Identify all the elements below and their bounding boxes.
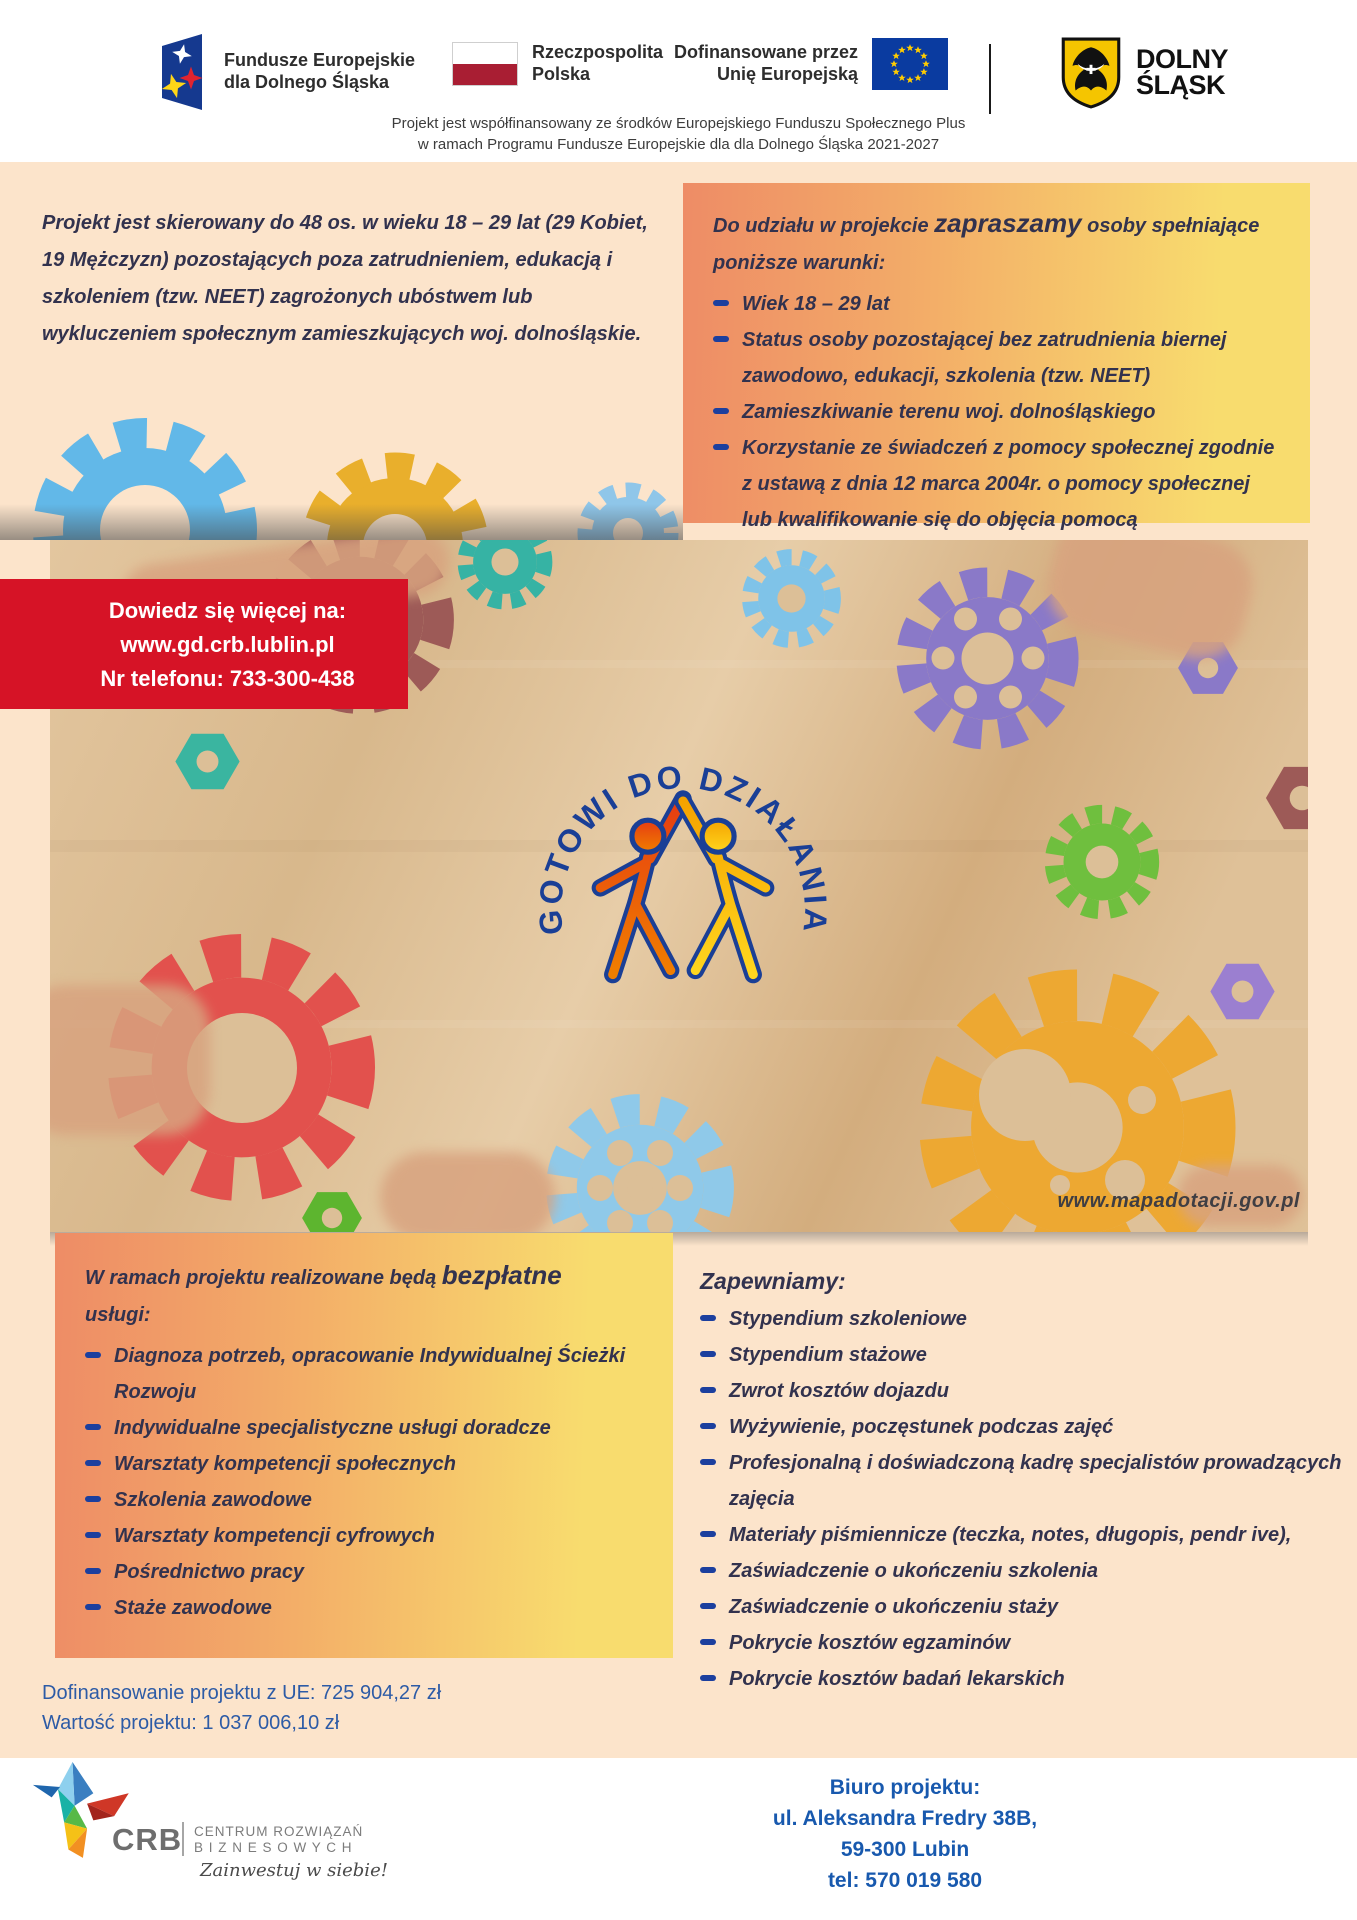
list-item: Wyżywienie, poczęstunek podczas zajęć <box>700 1409 1345 1445</box>
header-divider <box>989 44 991 114</box>
bullet-dash-icon <box>85 1568 101 1574</box>
list-item: Korzystanie ze świadczeń z pomocy społecznej zgodnie z ustawą z dnia 12 marca 2004r. o pomocy społecznej lub kwalifikowanie się do objęcia pomocą <box>713 430 1280 538</box>
benefits-section <box>700 1268 1345 1697</box>
dolny-slask-crest-icon <box>1060 36 1122 110</box>
bullet-dash-icon <box>713 336 729 342</box>
eu-line2: Unię Europejską <box>716 64 858 84</box>
header-logos-bar <box>0 0 1357 162</box>
eu-flag-icon <box>872 38 948 90</box>
list-item: Materiały piśmiennicze (teczka, notes, długopis, pendr ive), <box>700 1517 1345 1553</box>
funding-note <box>0 113 1357 155</box>
list-item: Pośrednictwo pracy <box>85 1554 643 1590</box>
dolny-slask-line1: DOLNY <box>1136 44 1228 75</box>
poland-logo-block <box>452 42 663 86</box>
list-item: Status osoby pozostającej bez zatrudnienia biernej zawodowo, edukacji, szkolenia (tzw. NEET) <box>713 322 1280 394</box>
gear-illustration-band <box>0 378 683 540</box>
eu-logo-block <box>668 38 948 90</box>
financing-line2: Wartość projektu: 1 037 006,10 zł <box>42 1712 340 1734</box>
bullet-dash-icon <box>85 1496 101 1502</box>
fe-logo-line2: dla Dolnego Śląska <box>224 72 390 92</box>
gear-icon <box>750 557 833 640</box>
crb-line2: B I Z N E S O W Y C H <box>194 1840 353 1855</box>
contact-info-box <box>0 579 408 709</box>
conditions-heading-post: osoby spełniające poniższe warunki: <box>713 215 1260 274</box>
list-item: Indywidualne specjalistyczne usługi doradcze <box>85 1410 643 1446</box>
office-address-line2: 59-300 Lubin <box>840 1838 970 1861</box>
bullet-dash-icon <box>700 1423 716 1429</box>
gotowi-do-dzialania-logo <box>528 702 838 1022</box>
bullet-dash-icon <box>700 1639 716 1645</box>
funding-note-line2: w ramach Programu Fundusze Europejskie dla dla Dolnego Śląska 2021-2027 <box>417 136 940 153</box>
bullet-dash-icon <box>700 1531 716 1537</box>
fe-logo-line1: Fundusze Europejskie <box>224 50 416 71</box>
bullet-dash-icon <box>700 1387 716 1393</box>
bullet-dash-icon <box>85 1352 101 1358</box>
crb-logo-block <box>30 1762 450 1912</box>
list-item: Zaświadczenie o ukończeniu szkolenia <box>700 1553 1345 1589</box>
svg-text:GOTOWI DO DZIAŁANIA: GOTOWI DO DZIAŁANIA <box>531 758 835 937</box>
services-list <box>85 1338 643 1626</box>
info-box-line1: Dowiedz się więcej na: <box>108 598 347 623</box>
list-item: Zamieszkiwanie terenu woj. dolnośląskiego <box>713 394 1280 430</box>
list-item: Staże zawodowe <box>85 1590 643 1626</box>
services-heading-pre: W ramach projektu realizowane będą <box>85 1267 442 1289</box>
conditions-list <box>713 286 1280 538</box>
services-heading-em: bezpłatne <box>441 1260 562 1290</box>
bullet-dash-icon <box>85 1604 101 1610</box>
services-heading-line2: usługi: <box>85 1304 151 1326</box>
services-heading <box>85 1257 643 1334</box>
gear-icon <box>1054 814 1150 910</box>
list-item: Zaświadczenie o ukończeniu staży <box>700 1589 1345 1625</box>
office-heading: Biuro projektu: <box>829 1776 981 1799</box>
conditions-box <box>683 183 1310 531</box>
flat-gears-illustration <box>0 378 683 540</box>
poland-line2: Polska <box>532 64 591 84</box>
financing-line1: Dofinansowanie projektu z UE: 725 904,27 zł <box>42 1682 442 1704</box>
bullet-dash-icon <box>713 408 729 414</box>
person-figure-icon <box>600 799 683 974</box>
dolny-slask-line2: ŚLĄSK <box>1136 70 1226 100</box>
bullet-dash-icon <box>700 1459 716 1465</box>
fundusze-europejskie-flag-icon <box>152 30 210 114</box>
list-item: Profesjonalną i doświadczoną kadrę specjalistów prowadzących zajęcia <box>700 1445 1345 1517</box>
bullet-dash-icon <box>85 1460 101 1466</box>
bullet-dash-icon <box>700 1351 716 1357</box>
bullet-dash-icon <box>700 1603 716 1609</box>
conditions-heading <box>713 205 1280 282</box>
bullet-dash-icon <box>713 444 729 450</box>
hand-fingers <box>380 1152 555 1232</box>
office-phone: tel: 570 019 580 <box>827 1869 983 1892</box>
bullet-dash-icon <box>700 1675 716 1681</box>
eu-line1: Dofinansowane przez <box>673 42 858 63</box>
benefits-list <box>700 1301 1345 1697</box>
list-item: Pokrycie kosztów badań lekarskich <box>700 1661 1345 1697</box>
list-item: Stypendium szkoleniowe <box>700 1301 1345 1337</box>
list-item: Diagnoza potrzeb, opracowanie Indywidualnej Ścieżki Rozwoju <box>85 1338 643 1410</box>
conditions-heading-em: zapraszamy <box>934 208 1082 238</box>
dolny-slask-logo-block <box>1060 36 1228 110</box>
services-box <box>55 1233 673 1658</box>
info-box-phone: Nr telefonu: 733-300-438 <box>100 666 355 691</box>
list-item: Zwrot kosztów dojazdu <box>700 1373 1345 1409</box>
benefits-heading: Zapewniamy: <box>700 1268 846 1294</box>
financing-info <box>42 1678 441 1738</box>
crb-abbr: CRB <box>112 1822 183 1857</box>
funding-note-line1: Projekt jest współfinansowany ze środków Europejskiego Funduszu Społecznego Plus <box>391 115 966 132</box>
list-item: Szkolenia zawodowe <box>85 1482 643 1518</box>
list-item: Warsztaty kompetencji cyfrowych <box>85 1518 643 1554</box>
bullet-dash-icon <box>85 1424 101 1430</box>
conditions-heading-pre: Do udziału w projekcie <box>713 215 935 237</box>
hand-fingers <box>50 985 210 1135</box>
office-address-line1: ul. Aleksandra Fredry 38B, <box>772 1807 1038 1830</box>
bullet-dash-icon <box>700 1315 716 1321</box>
intro-paragraph: Projekt jest skierowany do 48 os. w wieku 18 – 29 lat (29 Kobiet, 19 Mężczyzn) pozostających poza zatrudnieniem, edukacją i szkoleniem (tzw. NEET) zagrożonych ubóstwem lub wykluczeniem społecznym zamieszkujących woj. dolnośląskie. <box>42 212 648 345</box>
fe-logo-block <box>152 30 415 114</box>
list-item: Wiek 18 – 29 lat <box>713 286 1280 322</box>
info-box-url: www.gd.crb.lublin.pl <box>120 632 335 657</box>
list-item: Stypendium stażowe <box>700 1337 1345 1373</box>
list-item: Warsztaty kompetencji społecznych <box>85 1446 643 1482</box>
gear-icon <box>465 540 544 602</box>
person-figure-icon <box>683 801 766 974</box>
crb-separator <box>182 1822 184 1856</box>
mapadotacji-watermark: www.mapadotacji.gov.pl <box>1057 1190 1300 1212</box>
poland-flag-icon <box>452 42 518 86</box>
bullet-dash-icon <box>713 300 729 306</box>
crb-line1: CENTRUM ROZWIĄZAŃ <box>194 1824 364 1839</box>
bullet-dash-icon <box>700 1567 716 1573</box>
poland-line1: Rzeczpospolita <box>532 42 664 63</box>
bullet-dash-icon <box>85 1532 101 1538</box>
crb-tagline: Zainwestuj w siebie! <box>200 1860 388 1881</box>
list-item: Pokrycie kosztów egzaminów <box>700 1625 1345 1661</box>
project-office-block <box>700 1772 1110 1896</box>
